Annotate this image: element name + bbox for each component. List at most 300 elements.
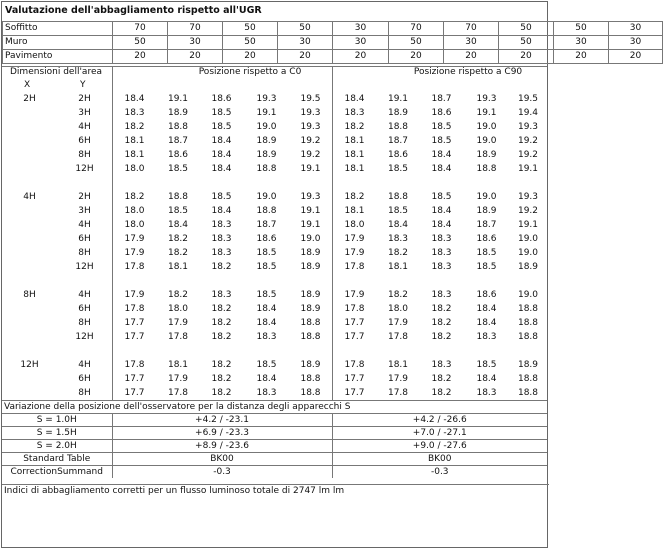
standard-table-row [2,453,547,466]
ugr-value-c90: 18.5 [431,191,452,202]
ugr-value-c0: 18.2 [124,191,145,202]
ugr-value-c90: 18.4 [344,93,365,104]
group-spacer [2,344,547,358]
ugr-value-c0: 18.6 [256,233,277,244]
ugr-value-c0: 17.8 [124,261,145,272]
ugr-value-c0: 18.4 [124,93,145,104]
ugr-value-c90: 18.2 [344,191,365,202]
ugr-row [2,162,547,176]
ugr-value-c0: 18.9 [300,289,321,300]
ugr-value-c0: 18.2 [167,233,189,244]
ugr-value-c90: 19.0 [476,121,497,132]
ugr-value-c0: 17.7 [124,331,145,342]
ugr-value-c0: 18.1 [124,149,145,160]
ugr-value-c0: 18.3 [211,247,232,258]
ugr-value-c0: 17.8 [124,359,145,370]
variation-c90: +7.0 / -27.1 [332,427,547,440]
row-y-label: 12H [75,331,94,342]
ugr-value-c90: 18.5 [387,205,409,216]
empty-cell [2,120,57,134]
ugr-value-c0: 19.1 [300,219,321,230]
variation-row [2,440,547,453]
ugr-row [2,92,547,106]
x-label: X [24,80,31,90]
reflectance-value: 30 [278,36,333,50]
ugr-value-c90: 19.2 [517,135,539,146]
empty-cell [2,386,57,400]
row-y-label: 3H [78,205,91,216]
ugr-value-c0: 19.1 [300,205,321,216]
ugr-value-c90: 19.3 [517,121,539,132]
ugr-value-c0: 19.2 [300,149,321,160]
ugr-value-c90: 18.3 [476,387,497,398]
correction-summand-c0: -0.3 [112,466,332,479]
reflectance-value: 50 [499,36,554,50]
ugr-value-c90: 18.5 [387,163,409,174]
variation-label: S = 2.0H [2,440,112,453]
reflectance-value: 50 [389,36,444,50]
c0-position-label: Posizione rispetto a C0 [198,67,302,77]
ugr-value-c0: 18.5 [256,289,277,300]
ugr-value-c0: 18.4 [256,317,277,328]
reflectance-value: 20 [168,50,223,64]
footer-note: Indici di abbagliamento corretti per un flusso luminoso totale di 2747 lm lm [2,484,549,498]
ugr-value-c90: 18.4 [476,373,497,384]
ugr-value-c90: 17.9 [387,373,409,384]
ugr-value-c0: 18.9 [167,107,189,118]
ugr-value-c0: 18.3 [124,107,145,118]
ugr-value-c0: 18.2 [211,359,232,370]
row-y-label: 6H [78,233,91,244]
ugr-value-c0: 18.5 [167,205,189,216]
ugr-row [2,288,547,302]
ugr-value-c0: 18.7 [256,219,277,230]
ugr-row [2,260,547,274]
reflectance-value: 50 [223,22,278,36]
ugr-value-c90: 18.0 [344,219,365,230]
reflectance-value: 20 [609,50,663,64]
ugr-value-c90: 17.9 [344,233,365,244]
ugr-value-c90: 18.3 [344,107,365,118]
ugr-row [2,330,547,344]
variation-row [2,427,547,440]
empty-cell [2,148,57,162]
ugr-value-c90: 17.7 [344,331,365,342]
ugr-sheet [1,1,642,548]
reflectance-value: 70 [113,22,168,36]
ugr-value-c0: 18.5 [167,163,189,174]
row-y-label: 8H [78,387,91,398]
ugr-value-c0: 18.2 [167,289,189,300]
empty-cell [2,204,57,218]
ugr-value-c90: 18.2 [431,317,452,328]
group-spacer [2,274,547,288]
ugr-value-c0: 18.8 [300,331,321,342]
sheet-title: Valutazione dell'abbagliamento rispetto all'UGR [5,5,262,16]
variation-label: S = 1.0H [2,414,112,427]
correction-summand-label: CorrectionSummand [2,466,112,479]
ugr-value-c0: 18.4 [211,149,232,160]
variation-c0: +6.9 / -23.3 [112,427,332,440]
ugr-value-c0: 18.1 [167,359,189,370]
c90-position-label: Posizione rispetto a C90 [413,67,523,77]
ugr-value-c0: 18.6 [211,93,232,104]
ugr-value-c0: 18.0 [124,205,145,216]
ugr-value-c90: 18.6 [387,149,409,160]
ugr-value-c0: 18.6 [167,149,189,160]
ugr-value-c90: 18.8 [517,331,539,342]
standard-table-c0: BK00 [112,453,332,466]
ugr-value-c90: 18.5 [476,359,497,370]
ugr-value-c90: 19.1 [517,163,539,174]
ugr-value-c0: 18.0 [167,303,189,314]
empty-cell [2,218,57,232]
row-y-label: 6H [78,135,91,146]
ugr-value-c0: 18.9 [300,247,321,258]
empty-cell [2,162,57,176]
ugr-value-c90: 18.2 [431,331,452,342]
ugr-value-c0: 18.2 [211,261,232,272]
reflectance-value: 50 [554,22,609,36]
ugr-value-c90: 18.0 [387,303,409,314]
ugr-value-c0: 18.3 [211,289,232,300]
empty-cell [2,330,57,344]
ugr-value-c0: 18.3 [256,331,277,342]
ugr-value-c0: 19.0 [256,121,277,132]
ugr-value-c90: 18.5 [431,121,452,132]
ugr-value-c0: 18.9 [256,149,277,160]
reflectance-value: 20 [223,50,278,64]
reflectance-value: 30 [554,36,609,50]
ugr-value-c0: 18.0 [124,163,145,174]
ugr-value-c0: 17.8 [124,303,145,314]
ugr-row [2,302,547,316]
reflectance-value: 20 [389,50,444,64]
ugr-row [2,246,547,260]
ugr-value-c90: 18.1 [387,359,409,370]
reflectance-label: Soffitto [3,22,113,36]
variation-row [2,414,547,427]
ugr-value-c0: 18.8 [256,205,277,216]
ugr-value-c90: 17.8 [344,261,365,272]
reflectance-row [3,50,663,64]
ugr-value-c0: 18.8 [167,121,189,132]
ugr-value-c90: 19.1 [517,219,539,230]
correction-summand-row [2,466,547,479]
ugr-value-c0: 18.2 [211,303,232,314]
ugr-value-c0: 17.7 [124,317,145,328]
area-dimensions-label: Dimensioni dell'area [10,67,102,77]
ugr-value-c0: 18.3 [256,387,277,398]
ugr-value-c90: 18.8 [517,317,539,328]
ugr-value-c0: 18.5 [211,107,232,118]
reflectance-row [3,22,663,36]
row-y-label: 8H [78,317,91,328]
empty-cell [2,106,57,120]
ugr-value-c90: 18.3 [431,233,452,244]
ugr-value-c0: 19.3 [300,121,321,132]
standard-table-c90: BK00 [332,453,547,466]
ugr-value-c90: 17.8 [387,387,409,398]
ugr-value-c0: 18.2 [211,331,232,342]
ugr-value-c90: 19.5 [517,93,539,104]
standard-table-label: Standard Table [2,453,112,466]
ugr-value-c90: 18.3 [476,331,497,342]
ugr-value-c90: 18.7 [476,219,497,230]
ugr-value-c90: 18.1 [387,261,409,272]
ugr-value-c90: 19.3 [476,93,497,104]
ugr-value-c0: 18.4 [167,219,189,230]
ugr-value-c90: 18.3 [387,233,409,244]
reflectance-label: Muro [3,36,113,50]
ugr-value-c90: 19.0 [517,289,539,300]
ugr-value-c0: 18.8 [300,317,321,328]
ugr-value-c90: 18.9 [476,205,497,216]
ugr-value-c0: 17.7 [124,387,145,398]
ugr-value-c90: 17.7 [344,373,365,384]
ugr-value-c90: 18.2 [431,387,452,398]
ugr-value-c0: 18.9 [300,359,321,370]
ugr-value-c90: 18.8 [517,373,539,384]
ugr-value-c90: 18.5 [476,261,497,272]
ugr-row [2,106,547,120]
spacer-cell [2,344,547,358]
ugr-value-c0: 18.2 [167,247,189,258]
ugr-value-c90: 19.0 [476,135,497,146]
ugr-value-c90: 18.2 [387,247,409,258]
reflectance-label: Pavimento [3,50,113,64]
variation-caption: Variazione della posizione dell'osservatore per la distanza degli apparecchi S [4,402,351,412]
row-y-label: 4H [78,359,91,370]
ugr-value-c90: 19.0 [517,247,539,258]
group-x-label: 4H [23,191,36,202]
ugr-value-c0: 17.8 [167,387,189,398]
empty-cell [2,372,57,386]
ugr-value-c0: 18.5 [211,191,232,202]
ugr-value-c0: 19.5 [300,93,321,104]
ugr-value-c0: 19.3 [256,93,277,104]
reflectance-value: 70 [444,22,499,36]
spacer-cell [2,176,547,190]
ugr-value-c0: 18.4 [211,163,232,174]
ugr-value-c90: 18.7 [387,135,409,146]
ugr-value-c90: 18.7 [431,93,452,104]
reflectance-value: 50 [278,22,333,36]
row-y-label: 2H [78,191,91,202]
ugr-value-c0: 18.9 [300,261,321,272]
ugr-row [2,204,547,218]
ugr-value-c90: 18.2 [431,373,452,384]
ugr-value-c0: 18.9 [300,303,321,314]
reflectance-value: 30 [333,36,389,50]
reflectance-value: 70 [389,22,444,36]
ugr-value-c90: 17.9 [387,317,409,328]
y-label: Y [80,80,86,90]
empty-cell [2,316,57,330]
row-y-label: 2H [78,93,91,104]
ugr-value-c90: 18.3 [431,261,452,272]
ugr-value-c90: 17.8 [344,303,365,314]
ugr-row [2,232,547,246]
ugr-value-c0: 18.2 [211,387,232,398]
group-x-label: 8H [23,289,36,300]
ugr-value-c0: 18.9 [256,135,277,146]
reflectance-value: 50 [499,22,554,36]
ugr-value-c0: 18.4 [211,205,232,216]
correction-summand-c90: -0.3 [332,466,547,479]
ugr-value-c0: 18.1 [167,261,189,272]
ugr-value-c0: 19.1 [167,93,189,104]
ugr-value-c0: 17.7 [124,373,145,384]
reflectance-value: 50 [223,36,278,50]
ugr-value-c90: 18.1 [344,149,365,160]
ugr-value-c0: 18.8 [167,191,189,202]
ugr-value-c90: 19.4 [517,107,539,118]
ugr-value-c90: 18.8 [387,121,409,132]
empty-cell [2,302,57,316]
ugr-value-c0: 18.2 [211,373,232,384]
reflectance-value: 50 [113,36,168,50]
ugr-value-c90: 17.8 [387,331,409,342]
ugr-value-c90: 18.1 [344,163,365,174]
ugr-value-c90: 18.4 [476,317,497,328]
ugr-value-c0: 19.0 [300,233,321,244]
empty-cell [2,246,57,260]
ugr-value-c0: 17.8 [167,331,189,342]
ugr-value-c90: 19.2 [517,149,539,160]
ugr-row [2,148,547,162]
ugr-value-c90: 18.3 [431,359,452,370]
ugr-value-c90: 18.6 [476,289,497,300]
variation-c90: +9.0 / -27.6 [332,440,547,453]
row-y-label: 8H [78,149,91,160]
ugr-row [2,218,547,232]
row-y-label: 3H [78,107,91,118]
variation-c0: +4.2 / -23.1 [112,414,332,427]
reflectance-value: 30 [609,22,663,36]
ugr-value-c0: 19.0 [256,191,277,202]
ugr-value-c90: 17.7 [344,317,365,328]
ugr-value-c90: 18.3 [431,247,452,258]
row-y-label: 12H [75,261,94,272]
row-y-label: 6H [78,303,91,314]
ugr-row [2,372,547,386]
ugr-value-c0: 18.2 [124,121,145,132]
ugr-value-c90: 18.2 [387,289,409,300]
reflectance-value: 30 [333,22,389,36]
ugr-value-c90: 18.1 [344,135,365,146]
ugr-value-c90: 18.4 [431,205,452,216]
ugr-value-c0: 19.1 [256,107,277,118]
ugr-value-c90: 18.4 [387,219,409,230]
ugr-row [2,316,547,330]
ugr-value-c90: 17.9 [344,289,365,300]
ugr-value-c90: 18.9 [476,149,497,160]
reflectance-value: 70 [168,22,223,36]
reflectance-value: 20 [278,50,333,64]
ugr-row [2,190,547,204]
ugr-value-c90: 18.9 [517,261,539,272]
ugr-row [2,134,547,148]
empty-cell [2,232,57,246]
ugr-value-c0: 18.5 [211,121,232,132]
ugr-value-c0: 18.4 [211,135,232,146]
ugr-value-c90: 18.3 [431,289,452,300]
ugr-value-c0: 18.8 [256,163,277,174]
ugr-value-c0: 18.2 [211,317,232,328]
row-y-label: 6H [78,373,91,384]
ugr-value-c0: 19.3 [300,107,321,118]
ugr-value-c90: 17.7 [344,387,365,398]
ugr-value-c90: 18.4 [431,163,452,174]
ugr-value-c0: 18.1 [124,135,145,146]
ugr-value-c0: 18.8 [300,387,321,398]
row-y-label: 4H [78,121,91,132]
ugr-row [2,358,547,372]
row-y-label: 4H [78,289,91,300]
ugr-value-c90: 19.3 [517,191,539,202]
ugr-value-c0: 18.5 [256,359,277,370]
ugr-value-c0: 17.9 [124,289,145,300]
reflectance-value: 30 [609,36,663,50]
reflectance-value: 30 [444,36,499,50]
ugr-value-c0: 17.9 [167,373,189,384]
ugr-value-c90: 18.6 [431,107,452,118]
ugr-value-c0: 18.8 [300,373,321,384]
ugr-value-c0: 19.3 [300,191,321,202]
reflectance-value: 20 [333,50,389,64]
reflectance-row [3,36,663,50]
ugr-value-c0: 18.4 [256,303,277,314]
ugr-value-c0: 18.3 [211,233,232,244]
row-y-label: 12H [75,163,94,174]
ugr-value-c90: 18.8 [476,163,497,174]
row-y-label: 4H [78,219,91,230]
ugr-value-c90: 18.4 [476,303,497,314]
ugr-value-c90: 19.1 [387,93,409,104]
ugr-value-c90: 18.4 [431,149,452,160]
group-spacer [2,176,547,190]
ugr-value-c90: 18.2 [344,121,365,132]
ugr-value-c90: 18.9 [387,107,409,118]
ugr-value-c0: 18.5 [256,261,277,272]
ugr-row [2,386,547,400]
spacer-cell [2,274,547,288]
ugr-value-c90: 17.8 [344,359,365,370]
variation-section [2,400,547,478]
row-y-label: 8H [78,247,91,258]
ugr-value-c90: 18.8 [387,191,409,202]
variation-table [2,413,547,478]
ugr-value-c90: 19.2 [517,205,539,216]
ugr-value-c90: 18.1 [344,205,365,216]
ugr-value-c0: 18.0 [124,219,145,230]
ugr-value-c90: 17.9 [344,247,365,258]
ugr-value-c0: 18.7 [167,135,189,146]
ugr-value-c90: 18.6 [476,233,497,244]
reflectance-value: 20 [499,50,554,64]
ugr-value-c90: 18.4 [431,219,452,230]
ugr-value-c90: 18.2 [431,303,452,314]
ugr-value-c0: 19.1 [300,163,321,174]
ugr-value-c90: 19.0 [517,233,539,244]
variation-label: S = 1.5H [2,427,112,440]
ugr-value-c0: 18.4 [256,373,277,384]
ugr-value-c0: 18.3 [211,219,232,230]
area-header-row [2,66,547,93]
ugr-value-c0: 17.9 [167,317,189,328]
variation-c90: +4.2 / -26.6 [332,414,547,427]
